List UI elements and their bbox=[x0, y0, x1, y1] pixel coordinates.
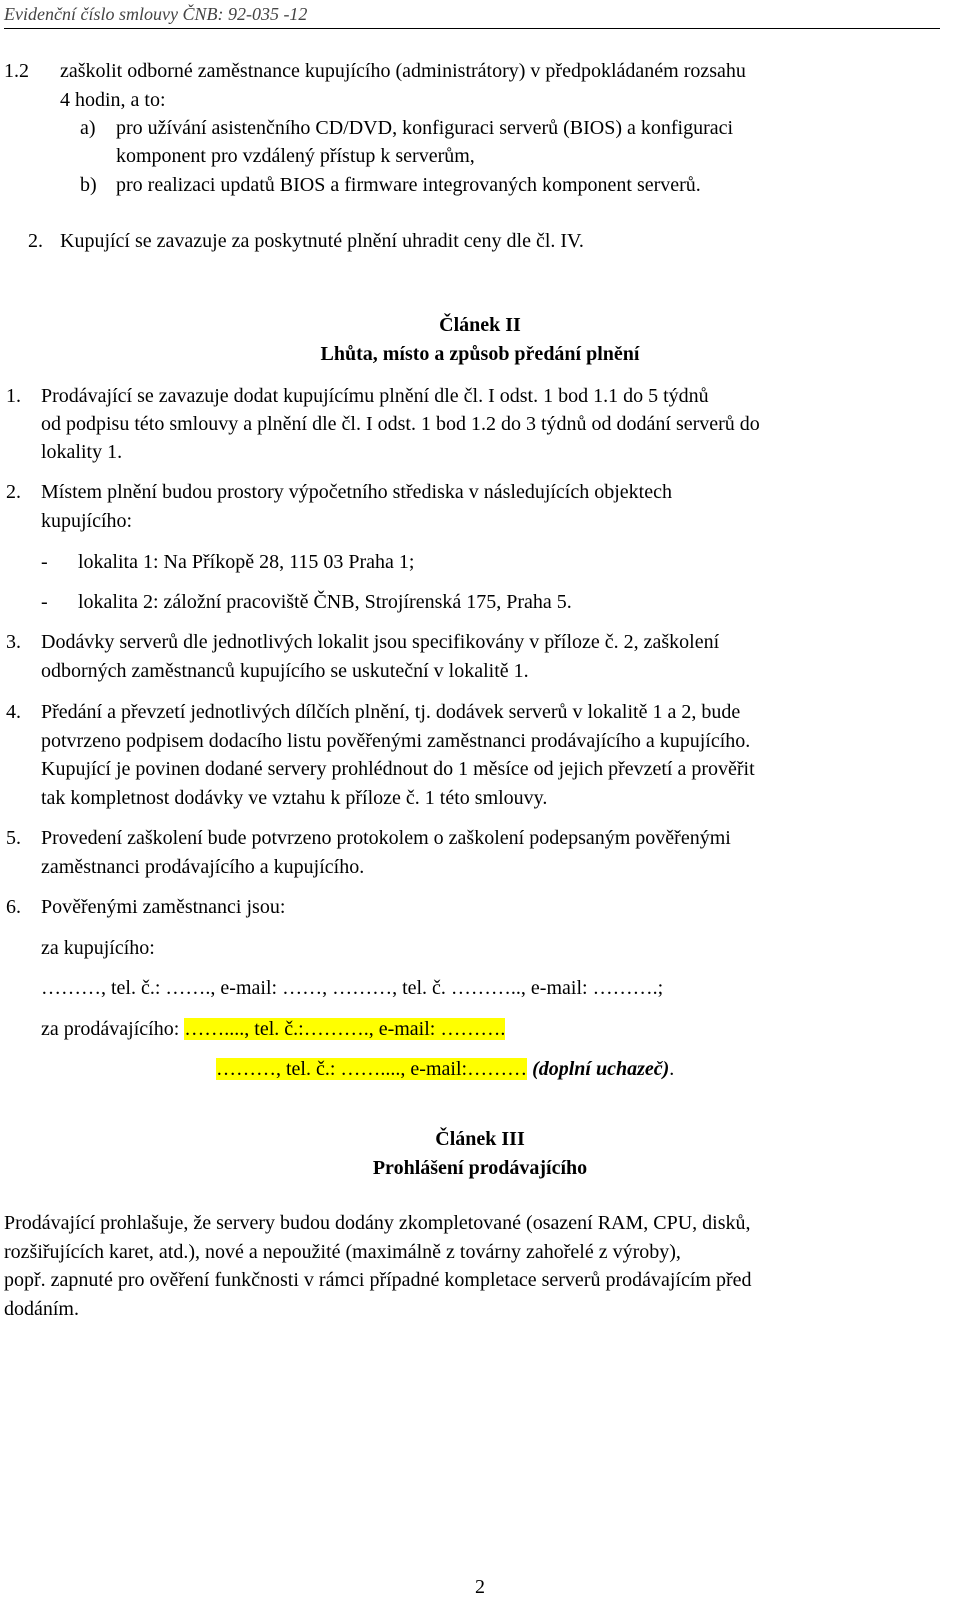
paragraph-line: odborných zaměstnanců kupujícího se uskuteční v lokalitě 1. bbox=[41, 660, 529, 682]
paragraph-number: 1. bbox=[6, 385, 21, 407]
sub-item-label: b) bbox=[80, 174, 97, 196]
sub-item-text-line: pro realizaci updatů BIOS a firmware integrovaných komponent serverů. bbox=[116, 174, 701, 196]
note-period: . bbox=[669, 1058, 675, 1080]
paragraph-number: 6. bbox=[6, 896, 21, 918]
item-text-line: Kupující se zavazuje za poskytnuté plnění uhradit ceny dle čl. IV. bbox=[60, 230, 584, 252]
article-subtitle: Prohlášení prodávajícího bbox=[372, 1157, 588, 1179]
paragraph-number: 4. bbox=[6, 701, 21, 723]
seller-label: za prodávajícího: bbox=[41, 1018, 180, 1040]
paragraph-line: Prodávající se zavazuje dodat kupujícímu plnění dle čl. I odst. 1 bod 1.1 do 5 týdnů bbox=[41, 385, 709, 407]
buyer-label: za kupujícího: bbox=[41, 937, 155, 959]
paragraph-line: potvrzeno podpisem dodacího listu pověřenými zaměstnanci prodávajícího a kupujícího. bbox=[41, 730, 751, 752]
paragraph-line: Místem plnění budou prostory výpočetního střediska v následujících objektech bbox=[41, 481, 672, 503]
seller-contact-highlighted: ……...., tel. č.:………., e-mail: ………. bbox=[184, 1018, 506, 1040]
bidder-fill-note: (doplní uchazeč) bbox=[532, 1058, 670, 1080]
paragraph-line: kupujícího: bbox=[41, 510, 133, 532]
page-number: 2 bbox=[475, 1576, 485, 1598]
item-number: 1.2 bbox=[4, 60, 29, 82]
sub-item-text-line: pro užívání asistenčního CD/DVD, konfiguraci serverů (BIOS) a konfiguraci bbox=[116, 117, 734, 139]
item-text-line: 4 hodin, a to: bbox=[60, 89, 166, 111]
buyer-contacts: ………, tel. č.: ……., e-mail: ……, ………, tel. č. ……….., e-mail: ……….; bbox=[41, 977, 664, 999]
sub-item-label: a) bbox=[80, 117, 96, 139]
article-title: Článek III bbox=[435, 1128, 525, 1150]
paragraph-line: rozšiřujících karet, atd.), nové a nepoužité (maximálně z továrny zahořelé z výroby), bbox=[4, 1241, 681, 1263]
article-subtitle: Lhůta, místo a způsob předání plnění bbox=[320, 343, 640, 365]
paragraph-line: Dodávky serverů dle jednotlivých lokalit jsou specifikovány v příloze č. 2, zaškolení bbox=[41, 631, 720, 653]
article-title: Článek II bbox=[439, 314, 521, 336]
paragraph-line: lokality 1. bbox=[41, 441, 123, 463]
item-number: 2. bbox=[28, 230, 43, 252]
paragraph-line: Předání a převzetí jednotlivých dílčích plnění, tj. dodávek serverů v lokalitě 1 a 2, bude bbox=[41, 701, 741, 723]
paragraph-line: zaměstnanci prodávajícího a kupujícího. bbox=[41, 856, 365, 878]
paragraph-line: od podpisu této smlouvy a plnění dle čl. I odst. 1 bod 1.2 do 3 týdnů od dodání serverů do bbox=[41, 413, 760, 435]
paragraph-line: Provedení zaškolení bude potvrzeno protokolem o zaškolení podepsaným pověřenými bbox=[41, 827, 731, 849]
sub-item-text-line: komponent pro vzdálený přístup k serverům, bbox=[116, 145, 475, 167]
paragraph-number: 3. bbox=[6, 631, 21, 653]
paragraph-line: popř. zapnuté pro ověření funkčnosti v rámci případné kompletace serverů prodávajícím před bbox=[4, 1269, 752, 1291]
list-dash: - bbox=[41, 591, 48, 613]
paragraph-number: 5. bbox=[6, 827, 21, 849]
paragraph-number: 2. bbox=[6, 481, 21, 503]
location-item: lokalita 2: záložní pracoviště ČNB, Strojírenská 175, Praha 5. bbox=[78, 591, 572, 613]
paragraph-line: dodáním. bbox=[4, 1298, 79, 1320]
paragraph-line: Prodávající prohlašuje, že servery budou dodány zkompletované (osazení RAM, CPU, disků, bbox=[4, 1212, 751, 1234]
paragraph-line: Pověřenými zaměstnanci jsou: bbox=[41, 896, 286, 918]
item-text-line: zaškolit odborné zaměstnance kupujícího (administrátory) v předpokládaném rozsahu bbox=[60, 60, 746, 82]
list-dash: - bbox=[41, 551, 48, 573]
seller-contact-highlighted: ………, tel. č.: ……...., e-mail:……… bbox=[216, 1058, 528, 1080]
location-item: lokalita 1: Na Příkopě 28, 115 03 Praha 1; bbox=[78, 551, 415, 573]
contract-number-header: Evidenční číslo smlouvy ČNB: 92-035 -12 bbox=[4, 4, 940, 29]
paragraph-line: Kupující je povinen dodané servery prohlédnout do 1 měsíce od jejich převzetí a prověřit bbox=[41, 758, 755, 780]
paragraph-line: tak kompletnost dodávky ve vztahu k příloze č. 1 této smlouvy. bbox=[41, 787, 548, 809]
